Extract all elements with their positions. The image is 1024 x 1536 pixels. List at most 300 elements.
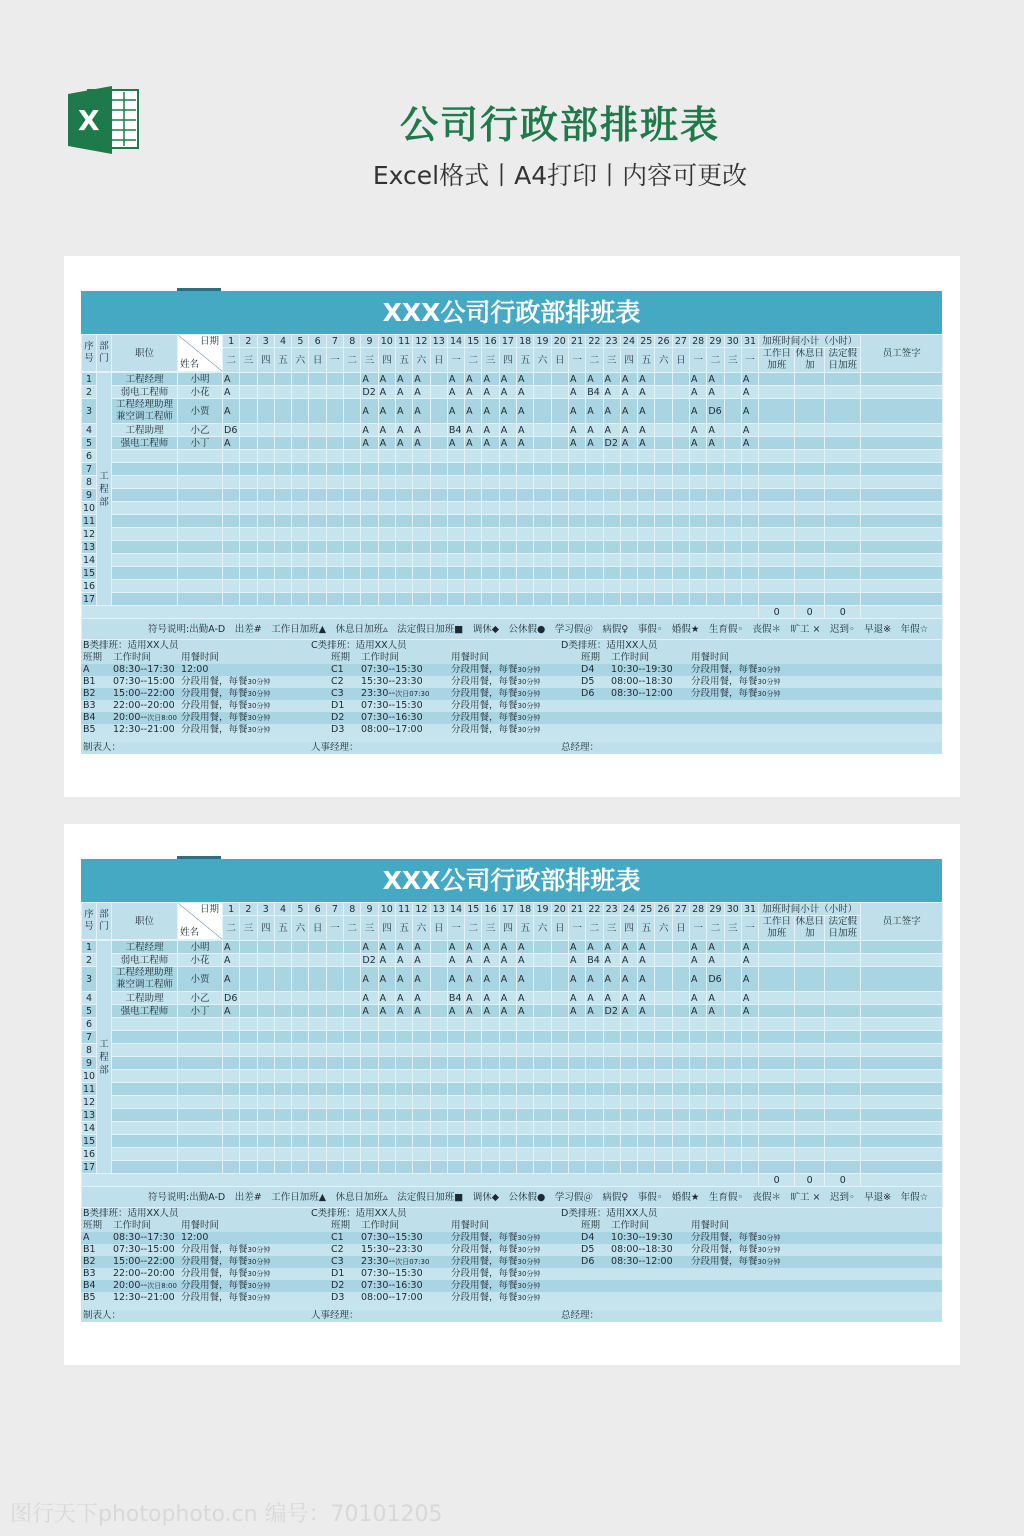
shift-time[interactable]: 08:30--12:00 [609,1256,689,1268]
shift-cell[interactable] [326,1044,343,1057]
shift-cell[interactable] [465,580,482,593]
shift-cell[interactable] [690,515,707,528]
shift-cell[interactable] [292,1044,309,1057]
shift-cell[interactable] [655,967,672,992]
shift-cell[interactable] [672,967,689,992]
overtime-cell[interactable] [795,967,825,992]
shift-cell[interactable] [499,528,516,541]
name-cell[interactable]: 小乙 [178,424,223,437]
shift-cell[interactable] [309,1096,326,1109]
shift-cell[interactable] [568,1122,585,1135]
overtime-cell[interactable] [825,1031,861,1044]
shift-cell[interactable]: A [690,941,707,954]
shift-cell[interactable] [620,1057,637,1070]
shift-cell[interactable] [482,450,499,463]
shift-cell[interactable] [482,554,499,567]
signature-cell[interactable] [861,954,943,967]
shift-cell[interactable] [447,593,464,606]
shift-cell[interactable] [534,567,551,580]
shift-cell[interactable]: A [741,437,758,450]
shift-cell[interactable] [292,967,309,992]
name-cell[interactable] [178,1096,223,1109]
shift-cell[interactable]: A [517,386,534,399]
shift-cell[interactable] [638,1135,655,1148]
overtime-cell[interactable] [825,1096,861,1109]
shift-cell[interactable] [257,515,274,528]
overtime-cell[interactable] [759,1083,795,1096]
shift-cell[interactable] [274,554,291,567]
overtime-cell[interactable] [825,502,861,515]
shift-cell[interactable] [724,580,741,593]
name-cell[interactable]: 小明 [178,373,223,386]
shift-cell[interactable] [257,580,274,593]
shift-cell[interactable] [724,399,741,424]
shift-cell[interactable] [430,1070,447,1083]
shift-cell[interactable] [568,1161,585,1174]
shift-cell[interactable]: A [586,1005,603,1018]
shift-cell[interactable] [413,567,430,580]
shift-cell[interactable] [638,1070,655,1083]
shift-cell[interactable] [292,476,309,489]
shift-cell[interactable]: A [741,992,758,1005]
gm-signature[interactable]: 总经理： [559,1310,942,1322]
shift-cell[interactable] [534,1070,551,1083]
shift-cell[interactable] [344,1044,361,1057]
shift-meal[interactable]: 分段用餐，每餐30分钟 [449,688,559,700]
shift-cell[interactable] [517,1148,534,1161]
shift-time[interactable]: 07:30--16:30 [359,712,449,724]
shift-cell[interactable] [534,528,551,541]
shift-cell[interactable] [257,1005,274,1018]
shift-cell[interactable] [378,1057,395,1070]
shift-cell[interactable] [724,1057,741,1070]
shift-code[interactable]: D6 [579,688,609,700]
overtime-cell[interactable] [825,1018,861,1031]
overtime-cell[interactable] [795,1135,825,1148]
position-cell[interactable] [112,1122,178,1135]
shift-cell[interactable] [378,1161,395,1174]
shift-cell[interactable] [465,541,482,554]
shift-cell[interactable]: A [741,954,758,967]
overtime-cell[interactable] [759,1161,795,1174]
shift-cell[interactable] [223,1161,240,1174]
shift-cell[interactable] [326,373,343,386]
shift-cell[interactable] [551,593,568,606]
shift-cell[interactable]: A [741,1005,758,1018]
shift-cell[interactable] [586,1148,603,1161]
shift-cell[interactable] [517,489,534,502]
shift-cell[interactable] [707,1031,724,1044]
shift-cell[interactable] [707,567,724,580]
shift-meal[interactable]: 12:00 [179,664,309,676]
overtime-cell[interactable] [795,463,825,476]
shift-cell[interactable] [707,541,724,554]
shift-cell[interactable] [309,1122,326,1135]
shift-cell[interactable] [551,992,568,1005]
shift-cell[interactable] [309,593,326,606]
shift-cell[interactable] [517,1031,534,1044]
shift-cell[interactable] [724,373,741,386]
shift-cell[interactable] [378,1070,395,1083]
shift-meal[interactable]: 分段用餐，每餐30分钟 [449,724,559,736]
shift-cell[interactable] [482,1018,499,1031]
shift-cell[interactable]: A [620,437,637,450]
shift-cell[interactable] [378,463,395,476]
shift-cell[interactable] [309,476,326,489]
overtime-cell[interactable] [759,941,795,954]
shift-cell[interactable] [257,1044,274,1057]
shift-cell[interactable]: A [620,399,637,424]
shift-cell[interactable]: A [395,941,412,954]
shift-cell[interactable] [638,1031,655,1044]
shift-cell[interactable] [741,502,758,515]
shift-cell[interactable]: A [638,967,655,992]
shift-meal[interactable]: 分段用餐，每餐30分钟 [449,1232,559,1244]
shift-cell[interactable] [292,541,309,554]
shift-cell[interactable] [274,502,291,515]
overtime-cell[interactable] [759,463,795,476]
signature-cell[interactable] [861,992,943,1005]
shift-cell[interactable] [274,1031,291,1044]
overtime-cell[interactable] [759,1096,795,1109]
overtime-cell[interactable] [759,567,795,580]
name-cell[interactable]: 小乙 [178,992,223,1005]
shift-cell[interactable]: A [378,992,395,1005]
shift-cell[interactable] [326,476,343,489]
shift-cell[interactable]: A [378,386,395,399]
shift-time[interactable]: 10:30--19:30 [609,664,689,676]
shift-cell[interactable] [223,1096,240,1109]
shift-cell[interactable] [309,1005,326,1018]
shift-cell[interactable]: D6 [223,992,240,1005]
shift-cell[interactable] [568,528,585,541]
shift-cell[interactable]: A [413,967,430,992]
shift-cell[interactable] [603,1109,620,1122]
shift-cell[interactable]: A [499,386,516,399]
shift-cell[interactable]: A [517,1005,534,1018]
overtime-cell[interactable] [825,1083,861,1096]
shift-cell[interactable] [672,373,689,386]
shift-time[interactable]: 20:00--次日8:00 [111,1280,179,1292]
shift-time[interactable]: 12:30--21:00 [111,1292,179,1304]
shift-cell[interactable] [447,1161,464,1174]
shift-cell[interactable] [361,1070,378,1083]
shift-cell[interactable] [240,373,257,386]
shift-cell[interactable] [517,1096,534,1109]
shift-cell[interactable] [551,1122,568,1135]
shift-cell[interactable]: A [620,941,637,954]
shift-cell[interactable] [499,1083,516,1096]
signature-cell[interactable] [861,399,943,424]
shift-cell[interactable] [534,1109,551,1122]
shift-cell[interactable]: A [690,437,707,450]
shift-cell[interactable] [361,1044,378,1057]
shift-cell[interactable] [586,528,603,541]
shift-cell[interactable] [223,1031,240,1044]
shift-cell[interactable] [655,1122,672,1135]
shift-cell[interactable] [655,1096,672,1109]
shift-cell[interactable]: A [638,437,655,450]
shift-cell[interactable]: A [482,967,499,992]
shift-cell[interactable] [447,1044,464,1057]
shift-cell[interactable] [655,502,672,515]
gm-signature[interactable]: 总经理： [559,742,942,754]
shift-cell[interactable] [690,1161,707,1174]
shift-cell[interactable] [326,1148,343,1161]
shift-cell[interactable] [465,1161,482,1174]
position-cell[interactable] [112,502,178,515]
overtime-cell[interactable] [795,1109,825,1122]
shift-cell[interactable] [430,424,447,437]
shift-cell[interactable] [724,1109,741,1122]
shift-cell[interactable] [724,941,741,954]
shift-cell[interactable] [638,580,655,593]
shift-cell[interactable] [309,1109,326,1122]
overtime-cell[interactable] [825,1109,861,1122]
shift-cell[interactable] [344,593,361,606]
shift-cell[interactable] [413,1057,430,1070]
shift-cell[interactable] [620,1096,637,1109]
shift-cell[interactable] [620,1018,637,1031]
shift-cell[interactable]: A [499,941,516,954]
shift-cell[interactable] [672,1083,689,1096]
shift-cell[interactable] [465,1018,482,1031]
name-cell[interactable] [178,528,223,541]
shift-cell[interactable] [672,1096,689,1109]
shift-cell[interactable] [309,554,326,567]
shift-cell[interactable] [326,502,343,515]
shift-cell[interactable] [707,1109,724,1122]
shift-cell[interactable] [309,489,326,502]
shift-cell[interactable] [309,515,326,528]
shift-cell[interactable]: A [378,1005,395,1018]
shift-cell[interactable]: A [482,437,499,450]
shift-cell[interactable] [395,502,412,515]
shift-cell[interactable] [240,992,257,1005]
shift-cell[interactable]: A [378,967,395,992]
shift-cell[interactable] [344,450,361,463]
shift-cell[interactable] [344,1057,361,1070]
shift-cell[interactable] [430,1057,447,1070]
shift-cell[interactable] [274,1083,291,1096]
shift-cell[interactable] [274,528,291,541]
shift-cell[interactable] [724,1096,741,1109]
shift-cell[interactable] [499,450,516,463]
shift-code[interactable]: C1 [329,1232,359,1244]
shift-cell[interactable] [586,593,603,606]
shift-cell[interactable]: A [517,373,534,386]
shift-cell[interactable] [223,1057,240,1070]
position-cell[interactable] [112,1044,178,1057]
shift-cell[interactable] [724,1044,741,1057]
shift-cell[interactable] [603,1135,620,1148]
overtime-cell[interactable] [795,992,825,1005]
shift-cell[interactable]: B4 [586,954,603,967]
shift-time[interactable]: 22:00--20:00 [111,700,179,712]
shift-cell[interactable] [724,1122,741,1135]
position-cell[interactable] [112,1148,178,1161]
shift-cell[interactable]: A [638,1005,655,1018]
shift-cell[interactable] [724,1070,741,1083]
shift-cell[interactable] [534,450,551,463]
name-cell[interactable] [178,554,223,567]
shift-cell[interactable] [240,1044,257,1057]
signature-cell[interactable] [861,554,943,567]
name-cell[interactable] [178,1122,223,1135]
shift-cell[interactable] [482,580,499,593]
shift-cell[interactable] [620,1070,637,1083]
shift-cell[interactable] [482,463,499,476]
shift-cell[interactable] [292,554,309,567]
shift-meal[interactable]: 分段用餐，每餐30分钟 [179,1292,309,1304]
shift-cell[interactable] [724,1135,741,1148]
shift-code[interactable]: D4 [579,664,609,676]
shift-time[interactable]: 22:00--20:00 [111,1268,179,1280]
shift-cell[interactable] [447,1057,464,1070]
shift-cell[interactable] [672,528,689,541]
shift-cell[interactable] [413,463,430,476]
shift-cell[interactable] [292,1005,309,1018]
shift-cell[interactable] [395,1122,412,1135]
shift-cell[interactable] [257,1031,274,1044]
shift-cell[interactable] [568,1044,585,1057]
shift-cell[interactable] [482,489,499,502]
overtime-cell[interactable] [795,476,825,489]
shift-cell[interactable]: A [465,1005,482,1018]
shift-cell[interactable] [499,593,516,606]
shift-cell[interactable] [517,567,534,580]
shift-cell[interactable] [534,489,551,502]
shift-cell[interactable] [707,489,724,502]
shift-cell[interactable] [620,1148,637,1161]
position-cell[interactable]: 工程经理 [112,941,178,954]
shift-cell[interactable] [724,463,741,476]
shift-cell[interactable] [395,1148,412,1161]
overtime-cell[interactable] [795,941,825,954]
shift-cell[interactable] [672,489,689,502]
signature-cell[interactable] [861,567,943,580]
shift-cell[interactable] [344,1161,361,1174]
shift-cell[interactable] [223,476,240,489]
shift-cell[interactable] [257,593,274,606]
shift-cell[interactable] [395,463,412,476]
shift-cell[interactable] [517,580,534,593]
shift-cell[interactable]: A [603,992,620,1005]
position-cell[interactable] [112,541,178,554]
shift-cell[interactable] [741,489,758,502]
shift-cell[interactable]: A [361,992,378,1005]
shift-cell[interactable] [430,515,447,528]
shift-cell[interactable] [672,1005,689,1018]
shift-cell[interactable] [741,541,758,554]
shift-cell[interactable]: A [568,941,585,954]
shift-cell[interactable] [741,1057,758,1070]
shift-cell[interactable]: A [465,437,482,450]
shift-cell[interactable] [326,941,343,954]
shift-cell[interactable] [551,1135,568,1148]
shift-cell[interactable] [672,450,689,463]
shift-cell[interactable] [309,1135,326,1148]
shift-cell[interactable] [326,1109,343,1122]
shift-cell[interactable] [672,1161,689,1174]
shift-cell[interactable]: A [395,437,412,450]
shift-cell[interactable] [344,992,361,1005]
shift-cell[interactable] [378,1109,395,1122]
shift-cell[interactable]: A [447,941,464,954]
shift-cell[interactable]: A [638,424,655,437]
overtime-cell[interactable] [759,580,795,593]
shift-cell[interactable] [447,567,464,580]
shift-cell[interactable] [378,1135,395,1148]
shift-cell[interactable] [690,1070,707,1083]
shift-cell[interactable]: A [568,399,585,424]
shift-cell[interactable] [603,580,620,593]
shift-cell[interactable]: A [690,399,707,424]
shift-cell[interactable] [707,502,724,515]
overtime-cell[interactable] [759,992,795,1005]
shift-cell[interactable] [257,437,274,450]
shift-cell[interactable] [672,424,689,437]
shift-cell[interactable] [413,1135,430,1148]
shift-cell[interactable] [344,1083,361,1096]
position-cell[interactable] [112,1083,178,1096]
shift-code[interactable]: C3 [329,688,359,700]
shift-code[interactable]: D2 [329,1280,359,1292]
shift-cell[interactable] [413,580,430,593]
shift-cell[interactable] [257,463,274,476]
shift-cell[interactable] [326,1031,343,1044]
shift-cell[interactable]: A [517,941,534,954]
shift-cell[interactable] [534,967,551,992]
shift-cell[interactable] [344,437,361,450]
shift-cell[interactable] [551,515,568,528]
overtime-cell[interactable] [795,1031,825,1044]
shift-cell[interactable] [309,1070,326,1083]
hr-signature[interactable]: 人事经理： [309,1310,559,1322]
shift-cell[interactable]: A [603,967,620,992]
shift-cell[interactable]: A [223,399,240,424]
shift-cell[interactable] [534,386,551,399]
position-cell[interactable] [112,528,178,541]
shift-cell[interactable] [465,1044,482,1057]
overtime-cell[interactable] [825,437,861,450]
shift-cell[interactable]: A [499,399,516,424]
shift-cell[interactable] [724,593,741,606]
shift-cell[interactable] [257,1109,274,1122]
shift-cell[interactable] [447,450,464,463]
shift-cell[interactable] [707,1122,724,1135]
shift-cell[interactable] [240,489,257,502]
shift-cell[interactable]: A [568,424,585,437]
shift-cell[interactable] [655,1135,672,1148]
shift-cell[interactable] [292,450,309,463]
shift-cell[interactable] [378,515,395,528]
shift-cell[interactable]: A [482,386,499,399]
shift-cell[interactable] [690,528,707,541]
position-cell[interactable] [112,1096,178,1109]
position-cell[interactable] [112,1070,178,1083]
shift-cell[interactable] [620,1109,637,1122]
shift-cell[interactable] [447,1031,464,1044]
shift-cell[interactable] [413,1083,430,1096]
shift-time[interactable]: 08:30--12:00 [609,688,689,700]
signature-cell[interactable] [861,1096,943,1109]
shift-cell[interactable] [344,489,361,502]
shift-cell[interactable] [240,502,257,515]
shift-time[interactable]: 08:00--18:30 [609,1244,689,1256]
shift-cell[interactable] [395,450,412,463]
shift-cell[interactable] [274,386,291,399]
